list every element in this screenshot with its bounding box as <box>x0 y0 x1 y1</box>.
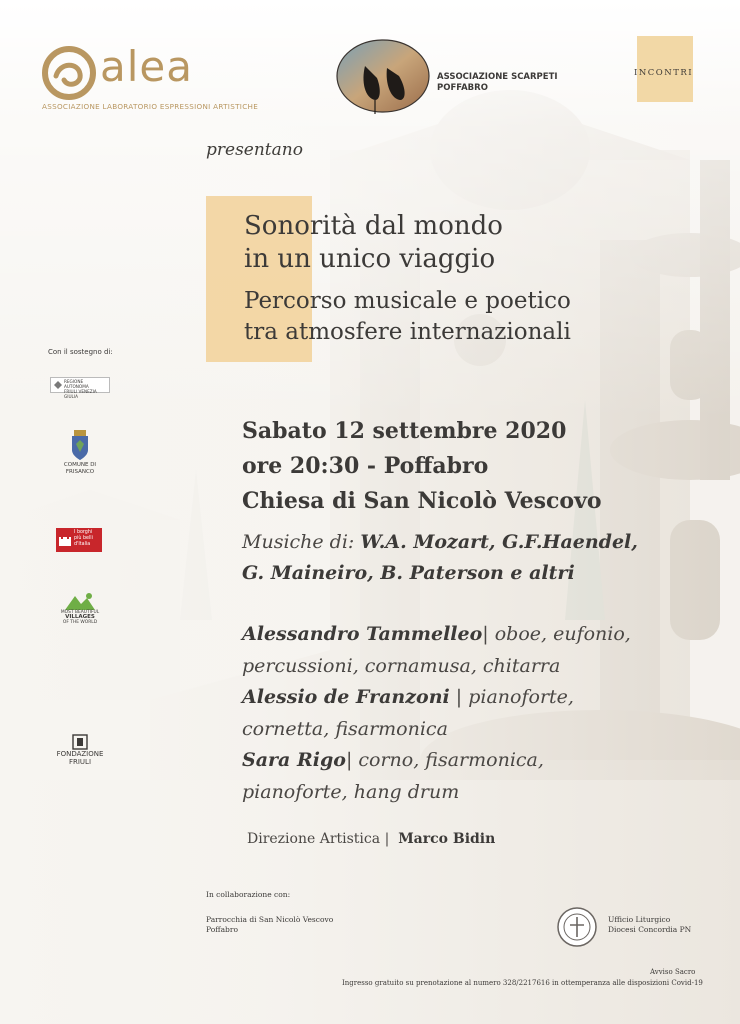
comune-line2: FRISANCO <box>65 468 95 475</box>
comune-logo <box>58 430 102 475</box>
collaboration-label: In collaborazione con: <box>206 890 291 899</box>
title-line2: in un unico viaggio <box>244 244 496 274</box>
performer-row <box>242 619 631 651</box>
event-details <box>242 414 602 519</box>
coat-of-arms-icon <box>67 430 93 462</box>
parish-line2: Poffabro <box>206 925 238 934</box>
borghi-line2: più belli <box>74 536 93 541</box>
director-name: Marco Bidin <box>398 831 496 847</box>
region-logo <box>50 377 110 399</box>
office-credit <box>608 915 691 935</box>
direction-label: Direzione Artistica <box>247 831 381 847</box>
borghi-logo <box>56 528 102 552</box>
association-name <box>437 72 558 94</box>
performer-name: Sara Rigo <box>242 749 346 771</box>
event-time-place: ore 20:30 - Poffabro <box>242 453 489 479</box>
castle-icon <box>58 533 72 547</box>
music-section <box>242 527 638 589</box>
office-line1: Ufficio Liturgico <box>608 915 671 924</box>
composers-line1: W.A. Mozart, G.F.Haendel, <box>360 531 638 553</box>
villages-line3: OF THE WORLD <box>62 620 98 625</box>
performer-row <box>242 682 631 714</box>
eagle-icon <box>52 379 64 391</box>
performers-list <box>242 619 631 808</box>
event-subtitle <box>244 286 571 348</box>
green-hills-icon <box>65 592 95 610</box>
scarpeti-logo <box>335 38 595 118</box>
sponsors-label: Con il sostegno di: <box>48 348 113 356</box>
incontri-badge <box>634 36 694 102</box>
subtitle-line1: Percorso musicale e poetico <box>244 288 571 314</box>
office-line2: Diocesi Concordia PN <box>608 925 692 934</box>
fondazione-logo <box>52 734 108 766</box>
music-label: Musiche di: <box>242 531 355 553</box>
performer-instruments-cont: pianoforte, hang drum <box>242 780 460 803</box>
diocese-seal-icon <box>556 906 598 948</box>
borghi-line3: d'Italia <box>74 542 91 547</box>
alea-subtitle: ASSOCIAZIONE LABORATORIO ESPRESSIONI ARTISTICHE <box>42 102 259 111</box>
association-name-line2: POFFABRO <box>437 83 488 93</box>
shoes-emblem-icon <box>335 38 431 118</box>
performer-name: Alessio de Franzoni <box>242 686 450 708</box>
separator: | <box>482 623 489 645</box>
parish-line1: Parrocchia di San Nicolò Vescovo <box>206 915 334 924</box>
region-line2: FRIULI VENEZIA GIULIA <box>64 389 97 399</box>
villages-line1: MOST BEAUTIFUL <box>60 610 100 615</box>
subtitle-line2: tra atmosfere internazionali <box>244 319 571 345</box>
separator: | <box>384 831 390 847</box>
association-name-line1: ASSOCIAZIONE SCARPETI <box>437 72 558 82</box>
performer-row <box>242 745 631 777</box>
avviso-sacro: Avviso Sacro <box>650 968 696 976</box>
performer-name: Alessandro Tammelleo <box>242 623 483 645</box>
incontri-label: INCONTRI <box>634 68 694 78</box>
alea-wordmark: alea <box>100 42 193 91</box>
alea-logo <box>42 42 259 114</box>
title-line1: Sonorità dal mondo <box>244 211 503 241</box>
performer-instruments-cont: cornetta, fisarmonica <box>242 717 448 740</box>
event-title <box>244 210 503 276</box>
fondazione-line1: FONDAZIONE <box>56 750 104 758</box>
villages-logo <box>58 592 102 625</box>
separator: | <box>345 749 353 771</box>
parish-credit <box>206 915 333 935</box>
separator: | <box>455 686 463 708</box>
event-date: Sabato 12 settembre 2020 <box>242 418 567 444</box>
composers-line2: G. Maineiro, B. Paterson e altri <box>242 562 575 584</box>
villages-line2: VILLAGES <box>65 614 95 620</box>
performer-instruments-cont: percussioni, cornamusa, chitarra <box>242 654 561 677</box>
comune-line1: COMUNE DI <box>63 462 97 468</box>
performer-instruments: corno, fisarmonica, <box>358 749 544 771</box>
fondazione-emblem-icon <box>72 734 88 750</box>
performer-instruments: oboe, eufonio, <box>494 623 631 645</box>
region-line1: REGIONE AUTONOMA <box>64 379 89 389</box>
alea-swirl-icon <box>42 46 96 100</box>
performer-instruments: pianoforte, <box>468 686 574 708</box>
diocese-seal <box>556 906 598 948</box>
event-venue: Chiesa di San Nicolò Vescovo <box>242 488 602 514</box>
entry-note: Ingresso gratuito su prenotazione al numero 328/2217616 in ottemperanza alle disposizioni Covid-19 <box>342 979 703 987</box>
artistic-direction <box>247 831 495 847</box>
presentano-text: presentano <box>206 140 303 160</box>
fondazione-line2: FRIULI <box>68 758 92 766</box>
borghi-line1: I borghi <box>74 530 93 535</box>
